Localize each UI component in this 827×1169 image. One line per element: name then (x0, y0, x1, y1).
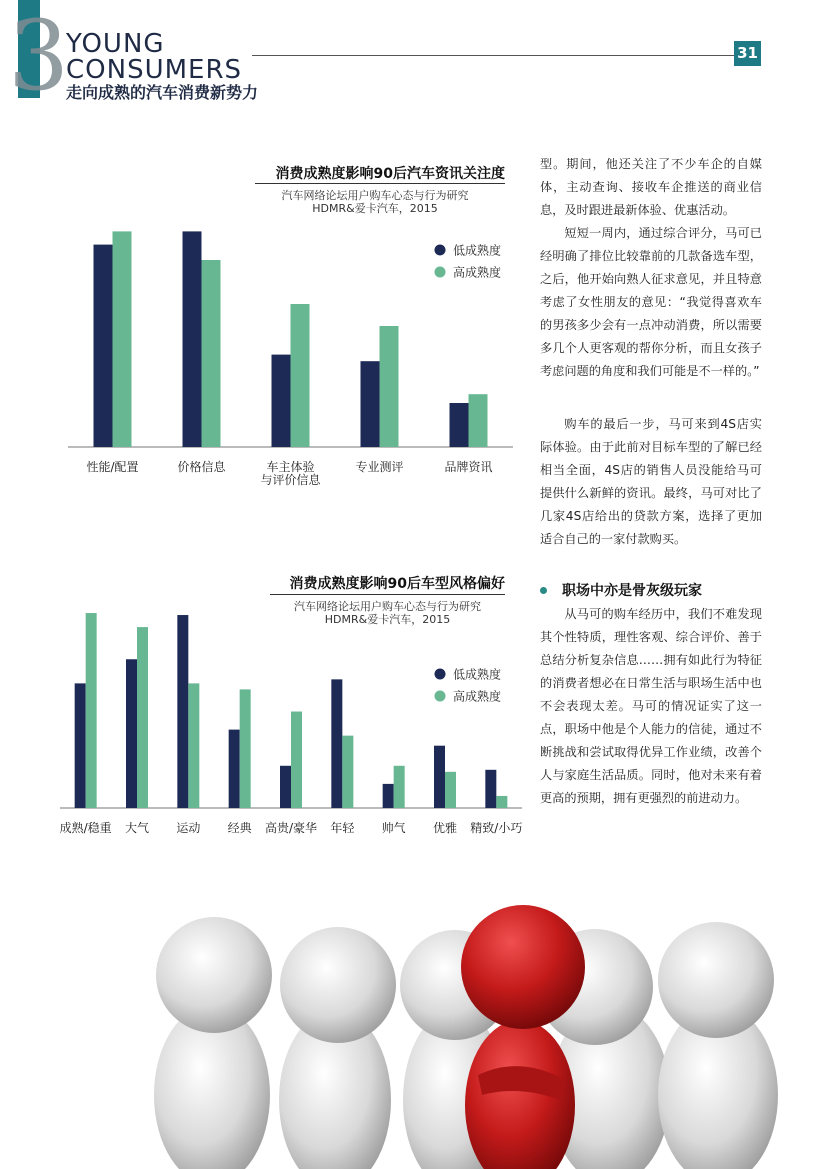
chart2-title: 消费成熟度影响90后车型风格偏好 (289, 576, 505, 592)
chart2-bar-low-6 (383, 784, 394, 808)
chart2-bar-high-7 (445, 772, 456, 808)
white-figure-5 (658, 922, 778, 1169)
chart1-bar-high-4 (469, 394, 488, 447)
white-figure-1 (154, 917, 272, 1169)
article-paragraph-4: 从马可的购车经历中，我们不难发现其个性特质，理性客观、综合评价、善于总结分析复杂信息……拥有如此行为特征的消费者想必在日常生活与职场生活中也不会表现太差。马可的情况证实了这一点，职场中他是个人能力的信徒，通过不断挑战和尝试取得优异工作业绩，改善个人与家庭生活品质。同时，他对未来有着更高的预期，拥有更强烈的前进动力。 (540, 607, 762, 805)
chart2-bar-low-4 (280, 766, 291, 808)
chart2-bar-low-5 (331, 679, 342, 808)
chart1-svg (60, 215, 520, 500)
article-paragraph-3: 购车的最后一步，马可来到4S店实际体验。由于此前对目标车型的了解已经相当全面，4S店的销售人员没能给马可提供什么新鲜的资讯。最终，马可对比了几家4S店给出的贷款方案，选择了更加适合自己的一家付款购买。 (540, 417, 762, 546)
header-rule (252, 55, 734, 56)
chart1-title-rule (255, 183, 505, 184)
chart2-legend-marker-1 (435, 691, 446, 702)
section-bullet-icon (540, 587, 547, 594)
chart2-bar-low-1 (126, 659, 137, 808)
chart2-source-line2: HDMR&爱卡汽车，2015 (324, 613, 451, 626)
chart2-source-line1: 汽车网络论坛用户购车心态与行为研究 (294, 600, 481, 613)
header-title-line2: CONSUMERS (66, 55, 243, 85)
article-paragraph-2: 短短一周内，通过综合评分，马可已经明确了排位比较靠前的几款备选车型，之后，他开始向熟人征求意见，并且特意考虑了女性朋友的意见：“我觉得喜欢车的男孩多少会有一点冲动消费，所以需要多几个人更客观的帮你分析，而且女孩子考虑问题的角度和我们可能是不一样的。” (540, 226, 762, 378)
header-subtitle: 走向成熟的汽车消费新势力 (66, 83, 259, 102)
chart2-tick-label-7: 优雅 (432, 821, 458, 835)
chart1-bar-high-3 (380, 326, 399, 447)
chart1-tick-label-4: 品牌资讯 (444, 460, 493, 474)
article-paragraph-1: 型。期间，他还关注了不少车企的自媒体，主动查询、接收车企推送的商业信息，及时跟进最新体验、优惠活动。 (540, 157, 762, 217)
chart2-bar-low-8 (485, 770, 496, 808)
chart1-tick-label-0: 性能/配置 (86, 460, 139, 474)
chart2-tick-label-3: 经典 (227, 821, 252, 835)
chart1-source-line1: 汽车网络论坛用户购车心态与行为研究 (281, 189, 469, 202)
chart1-legend-label-1: 高成熟度 (453, 265, 502, 280)
chart2-tick-label-6: 帅气 (381, 821, 406, 835)
chart1-bar-low-0 (94, 245, 113, 447)
chart2-tick-label-1: 大气 (124, 821, 150, 835)
chart2-tick-label-5: 年轻 (330, 821, 355, 835)
chart1-tick-label-3: 专业测评 (355, 460, 404, 474)
chart1-bar-low-1 (183, 231, 202, 447)
chart2-legend-label-1: 高成熟度 (453, 689, 502, 704)
chart1-bar-high-2 (291, 304, 310, 447)
chart1-bar-high-1 (202, 260, 221, 447)
chart2-bar-high-0 (86, 613, 97, 808)
chart2-tick-label-0: 成熟/稳重 (59, 821, 112, 835)
header-title-line1: YOUNG (66, 29, 165, 59)
chart1-legend-marker-1 (435, 267, 446, 278)
chart2-bar-high-4 (291, 712, 302, 808)
chart2-title-rule (270, 594, 505, 595)
chart2-bar-high-3 (240, 689, 251, 808)
section-heading: 职场中亦是骨灰级玩家 (562, 583, 702, 599)
chart1-bar-low-2 (272, 355, 291, 447)
chart2-tick-label-8: 精致/小巧 (470, 821, 523, 835)
chart2-legend-marker-0 (435, 669, 446, 680)
chart1-title: 消费成熟度影响90后汽车资讯关注度 (275, 166, 505, 182)
chart1-tick-label-2-0: 车主体验 (266, 460, 315, 474)
chart2-svg (30, 605, 530, 840)
chart2-bar-low-2 (177, 615, 188, 808)
chart1-tick-label-2-1: 与评价信息 (260, 473, 321, 487)
chart1-bar-high-0 (113, 231, 132, 447)
chart2-bar-low-0 (75, 683, 86, 808)
chart1-bar-low-3 (361, 361, 380, 447)
chart1-source-line2: HDMR&爱卡汽车，2015 (312, 202, 438, 215)
chart1-bar-low-4 (450, 403, 469, 447)
chart1-legend-label-0: 低成熟度 (453, 243, 502, 258)
chart2-legend-label-0: 低成熟度 (453, 667, 502, 682)
page-number: 31 (734, 41, 761, 66)
chart2-tick-label-4: 高贵/豪华 (264, 821, 318, 835)
chart2-bar-high-6 (394, 766, 405, 808)
chart2-bar-high-8 (496, 796, 507, 808)
chart1-legend-marker-0 (435, 245, 446, 256)
chart2-bar-high-1 (137, 627, 148, 808)
chart2-bar-high-2 (188, 683, 199, 808)
chart1-tick-label-1: 价格信息 (177, 460, 226, 474)
chart2-tick-label-2: 运动 (176, 821, 201, 835)
white-figure-2 (279, 927, 396, 1169)
figures-illustration (0, 895, 827, 1169)
chart2-bar-low-7 (434, 746, 445, 808)
chapter-number: 3 (8, 0, 70, 112)
chart2-bar-high-5 (342, 736, 353, 808)
chart2-bar-low-3 (229, 730, 240, 808)
